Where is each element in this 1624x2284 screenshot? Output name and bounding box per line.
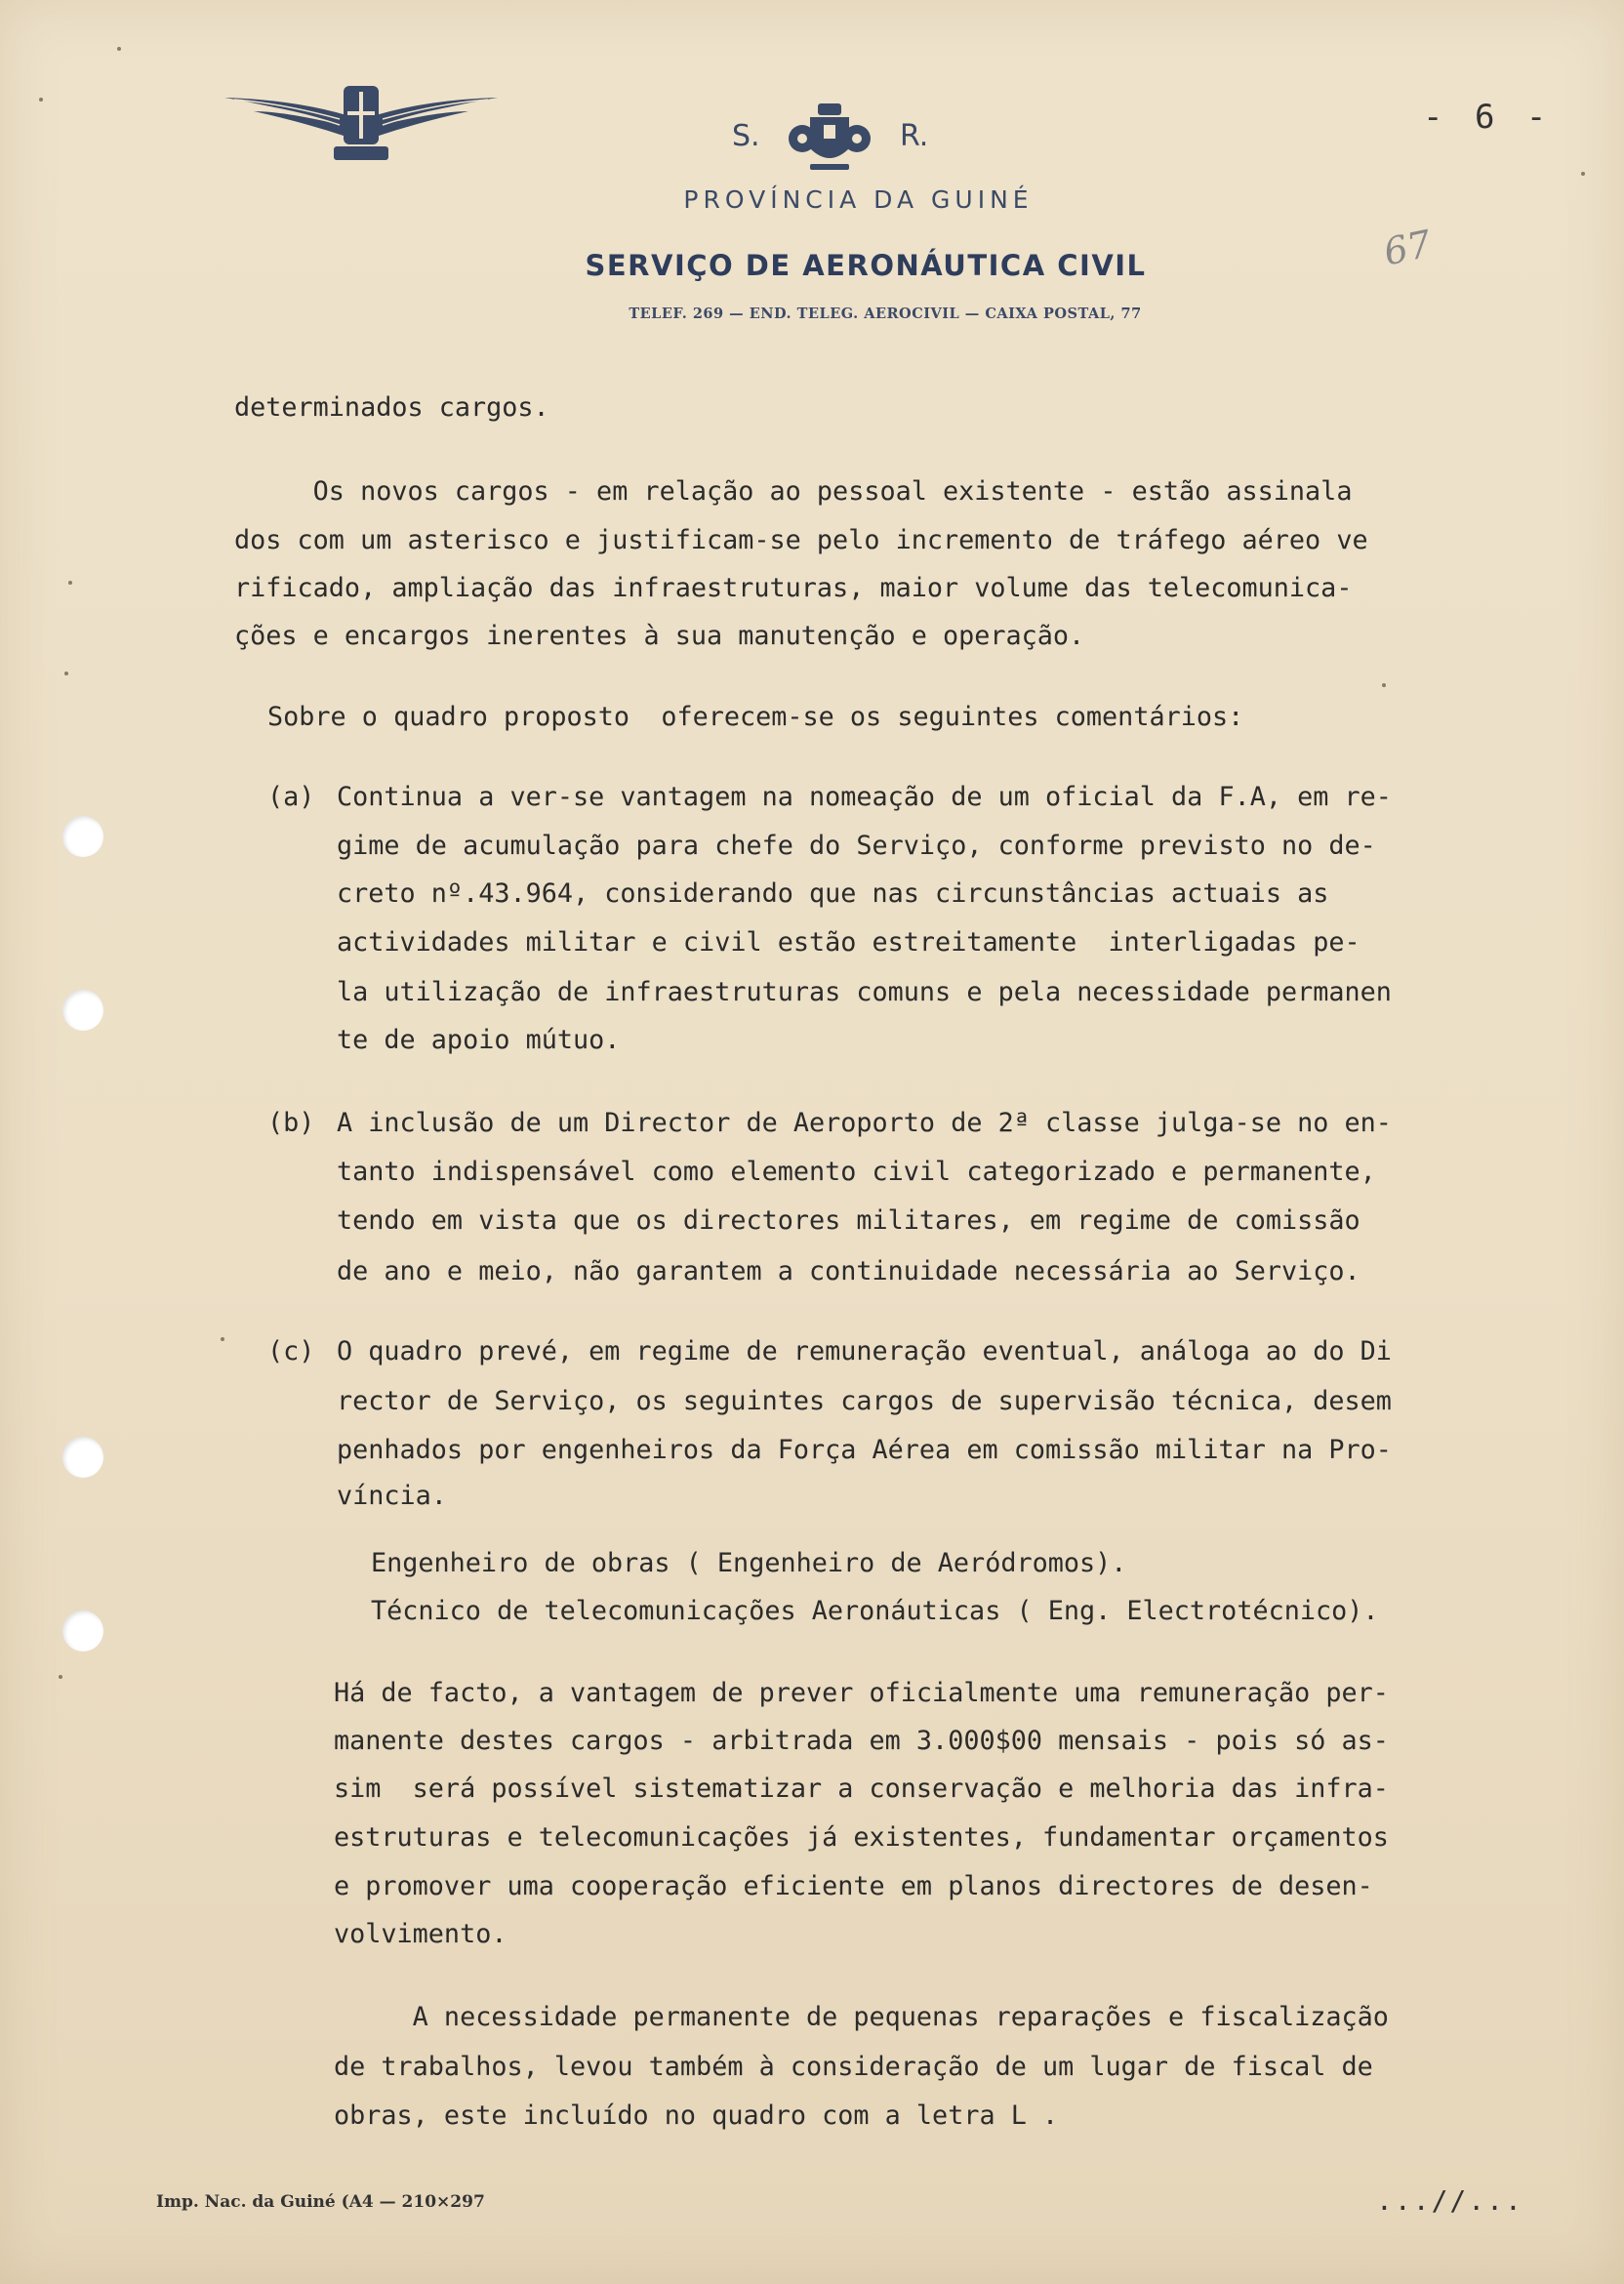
paper-speck — [221, 1337, 224, 1341]
continuation-mark: ...//... — [1376, 2184, 1523, 2217]
text-line: ções e encargos inerentes à sua manutenção e operação. — [234, 621, 1085, 651]
text-line: víncia. — [337, 1481, 447, 1511]
text-line: Continua a ver-se vantagem na nomeação de um oficial da F.A, em re- — [337, 782, 1392, 812]
text-line: gime de acumulação para chefe do Serviço, conforme previsto no de- — [337, 831, 1376, 861]
text-line: creto nº.43.964, considerando que nas circunstâncias actuais as — [337, 878, 1329, 909]
printer-imprint: Imp. Nac. da Guiné (A4 — 210×297 — [156, 2192, 485, 2212]
punch-hole — [62, 990, 103, 1031]
post-telecom-technician: Técnico de telecomunicações Aeronáuticas ( Eng. Electrotécnico). — [371, 1596, 1379, 1626]
text-line: actividades militar e civil estão estreitamente interligadas pe- — [337, 927, 1360, 958]
text-line: la utilização de infraestruturas comuns e pela necessidade permanen — [337, 977, 1392, 1007]
punch-hole — [62, 1611, 103, 1652]
text-line: Há de facto, a vantagem de prever oficialmente uma remuneração per- — [334, 1678, 1389, 1708]
text-line: A inclusão de um Director de Aeroporto de 2ª classe julga-se no en- — [337, 1108, 1392, 1138]
comments-intro: Sobre o quadro proposto oferecem-se os seguintes comentários: — [267, 702, 1244, 732]
text-line: estruturas e telecomunicações já existentes, fundamentar orçamentos — [334, 1822, 1389, 1853]
text-line: tanto indispensável como elemento civil categorizado e permanente, — [337, 1157, 1376, 1187]
page-number: - 6 - — [1423, 98, 1553, 137]
service-heading: SERVIÇO DE AERONÁUTICA CIVIL — [585, 249, 1147, 282]
text-line: O quadro prevé, em regime de remuneração eventual, análoga ao do Di — [337, 1336, 1392, 1366]
paper-speck — [39, 98, 43, 102]
punch-hole — [62, 816, 103, 857]
winged-emblem-icon — [224, 78, 498, 166]
item-label: (a) — [267, 782, 315, 812]
handwritten-note: 67 — [1379, 222, 1436, 274]
text-line: rificado, ampliação das infraestruturas, maior volume das telecomunica- — [234, 573, 1353, 603]
opening-line: determinados cargos. — [234, 392, 549, 423]
paper-speck — [59, 1675, 62, 1679]
text-line: sim será possível sistematizar a conservação e melhoria das infra- — [334, 1774, 1389, 1804]
text-line: volvimento. — [334, 1919, 508, 1949]
item-label: (b) — [267, 1108, 315, 1138]
contact-line: TELEF. 269 — END. TELEG. AEROCIVIL — CAIXA POSTAL, 77 — [629, 306, 1142, 322]
text-line: penhados por engenheiros da Força Aérea em comissão militar na Pro- — [337, 1435, 1392, 1465]
province-heading: PROVÍNCIA DA GUINÉ — [683, 185, 1034, 214]
paper-speck — [117, 47, 121, 51]
header-letter-s: S. — [732, 119, 760, 153]
text-line: obras, este incluído no quadro com a letra L . — [334, 2100, 1059, 2131]
text-line: rector de Serviço, os seguintes cargos de supervisão técnica, desem — [337, 1386, 1392, 1416]
paper-speck — [1382, 683, 1386, 687]
paper-speck — [68, 581, 72, 585]
paper-speck — [1581, 172, 1585, 176]
text-line: Os novos cargos - em relação ao pessoal existente - estão assinala — [234, 476, 1353, 507]
punch-hole — [62, 1437, 103, 1478]
text-line: tendo em vista que os directores militares, em regime de comissão — [337, 1205, 1360, 1236]
text-line: A necessidade permanente de pequenas reparações e fiscalização — [334, 2002, 1389, 2032]
text-line: de trabalhos, levou também à consideração de um lugar de fiscal de — [334, 2052, 1373, 2082]
text-line: te de apoio mútuo. — [337, 1025, 621, 1055]
item-label: (c) — [267, 1336, 315, 1366]
header-letter-r: R. — [900, 119, 929, 153]
text-line: de ano e meio, não garantem a continuidade necessária ao Serviço. — [337, 1256, 1360, 1286]
text-line: e promover uma cooperação eficiente em planos directores de desen- — [334, 1871, 1373, 1901]
text-line: dos com um asterisco e justificam-se pelo incremento de tráfego aéreo ve — [234, 525, 1368, 555]
paper-speck — [64, 672, 68, 675]
coat-of-arms-icon — [781, 100, 878, 178]
post-engineer-works: Engenheiro de obras ( Engenheiro de Aeródromos). — [371, 1548, 1127, 1578]
text-line: manente destes cargos - arbitrada em 3.000$00 mensais - pois só as- — [334, 1726, 1389, 1756]
